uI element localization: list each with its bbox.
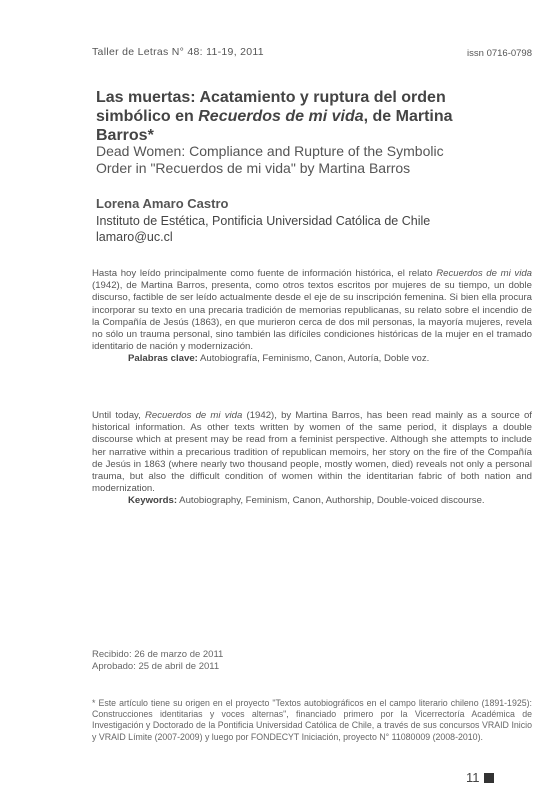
abstract-en-text-pre: Until today, — [92, 410, 145, 421]
author-affiliation-block — [96, 213, 516, 245]
author-affiliation: Instituto de Estética, Pontificia Universidad Católica de Chile — [96, 214, 431, 228]
title-en-line1: Dead Women: Compliance and Rupture of the Symbolic — [96, 143, 444, 159]
keywords-es-label: Palabras clave: — [128, 353, 198, 365]
title-english — [96, 143, 516, 177]
abstract-es-italic-work: Recuerdos de mi vida — [436, 268, 532, 279]
author-email[interactable]: lamaro@uc.cl — [96, 230, 173, 244]
running-header — [92, 46, 532, 62]
author-name: Lorena Amaro Castro — [96, 196, 229, 211]
accepted-date: Aprobado: 25 de abril de 2011 — [92, 661, 220, 672]
keywords-en — [92, 495, 532, 507]
abstract-spanish — [92, 268, 532, 366]
title-es-italic-work: Recuerdos de mi vida — [198, 108, 364, 125]
title-en-line2: Order in "Recuerdos de mi vida" by Martina Barros — [96, 160, 411, 176]
keywords-en-text: Autobiography, Feminism, Canon, Authorship, Double-voiced discourse. — [177, 495, 485, 507]
page-marker-square — [484, 773, 494, 783]
abstract-es-text-post: (1942), de Martina Barros, presenta, como otros textos escritos por mujeres de su tiempo, un doble discurso, factible de ser leído actualmente desde el eje de su inscripción femenina. Si bien ella procura incorporar su texto en una precaria tradición de memorias republicanas, su relato sobre el incendio de la Compañía de Jesús (1863), en que murieron cerca de dos mil personas, la mayoría mujeres, revela no sólo un trauma personal, sino también las difíciles condiciones históricas de la mujer en el tramado identitario de nación y modernización. — [92, 280, 532, 353]
abstract-en-paragraph — [92, 410, 532, 495]
keywords-en-label: Keywords: — [128, 495, 178, 507]
page-number: 11 — [466, 770, 480, 785]
title-es-line2-post: , de Martina — [363, 108, 453, 125]
keywords-es — [92, 353, 532, 365]
abstract-en-text-post: (1942), by Martina Barros, has been read mainly as a source of historical information. As other texts written by women of the same period, it displays a double discourse which at present may be read from a feminist perspective. Although she attempts to include her narrative within a precarious tradition of republican memoirs, her story on the fire of the Compañía de Jesús in 1863 (where nearly two thousand people, mostly women, died) reveals not only a personal trauma, but also the difficult condition of women within the identitarian fabric of both nation and modernization. — [92, 410, 532, 495]
title-es-line3: Barros* — [96, 127, 154, 144]
keywords-es-text: Autobiografía, Feminismo, Canon, Autoría, Doble voz. — [197, 353, 430, 365]
title-es-line1: Las muertas: Acatamiento y ruptura del orden — [96, 89, 446, 106]
received-date: Recibido: 26 de marzo de 2011 — [92, 649, 224, 660]
submission-dates — [92, 649, 223, 673]
abstract-en-italic-work: Recuerdos de mi vida — [144, 410, 243, 421]
abstract-english — [92, 410, 532, 508]
title-es-line2-pre: simbólico en — [96, 108, 199, 125]
abstract-es-text-pre: Hasta hoy leído principalmente como fuente de información histórica, el relato — [92, 268, 437, 279]
issn-number: issn 0716-0798 — [467, 48, 532, 59]
footnote: * Este artículo tiene su origen en el proyecto "Textos autobiográficos en el campo literario chileno (1891-1925): Construcciones identitarias y voces alternas", financiado primero por la Vicerrectoría Académica de Investigación y Doctorado de la Pontificia Universidad Católica de Chile, a través de sus concursos VRAID Inicio y VRAID Límite (2007-2009) y luego por FONDECYT Iniciación, proyecto N° 11080009 (2008-2010). — [92, 698, 532, 742]
journal-citation: Taller de Letras N° 48: 11-19, 2011 — [92, 46, 264, 58]
title-spanish — [96, 88, 516, 145]
abstract-es-paragraph — [92, 268, 532, 353]
